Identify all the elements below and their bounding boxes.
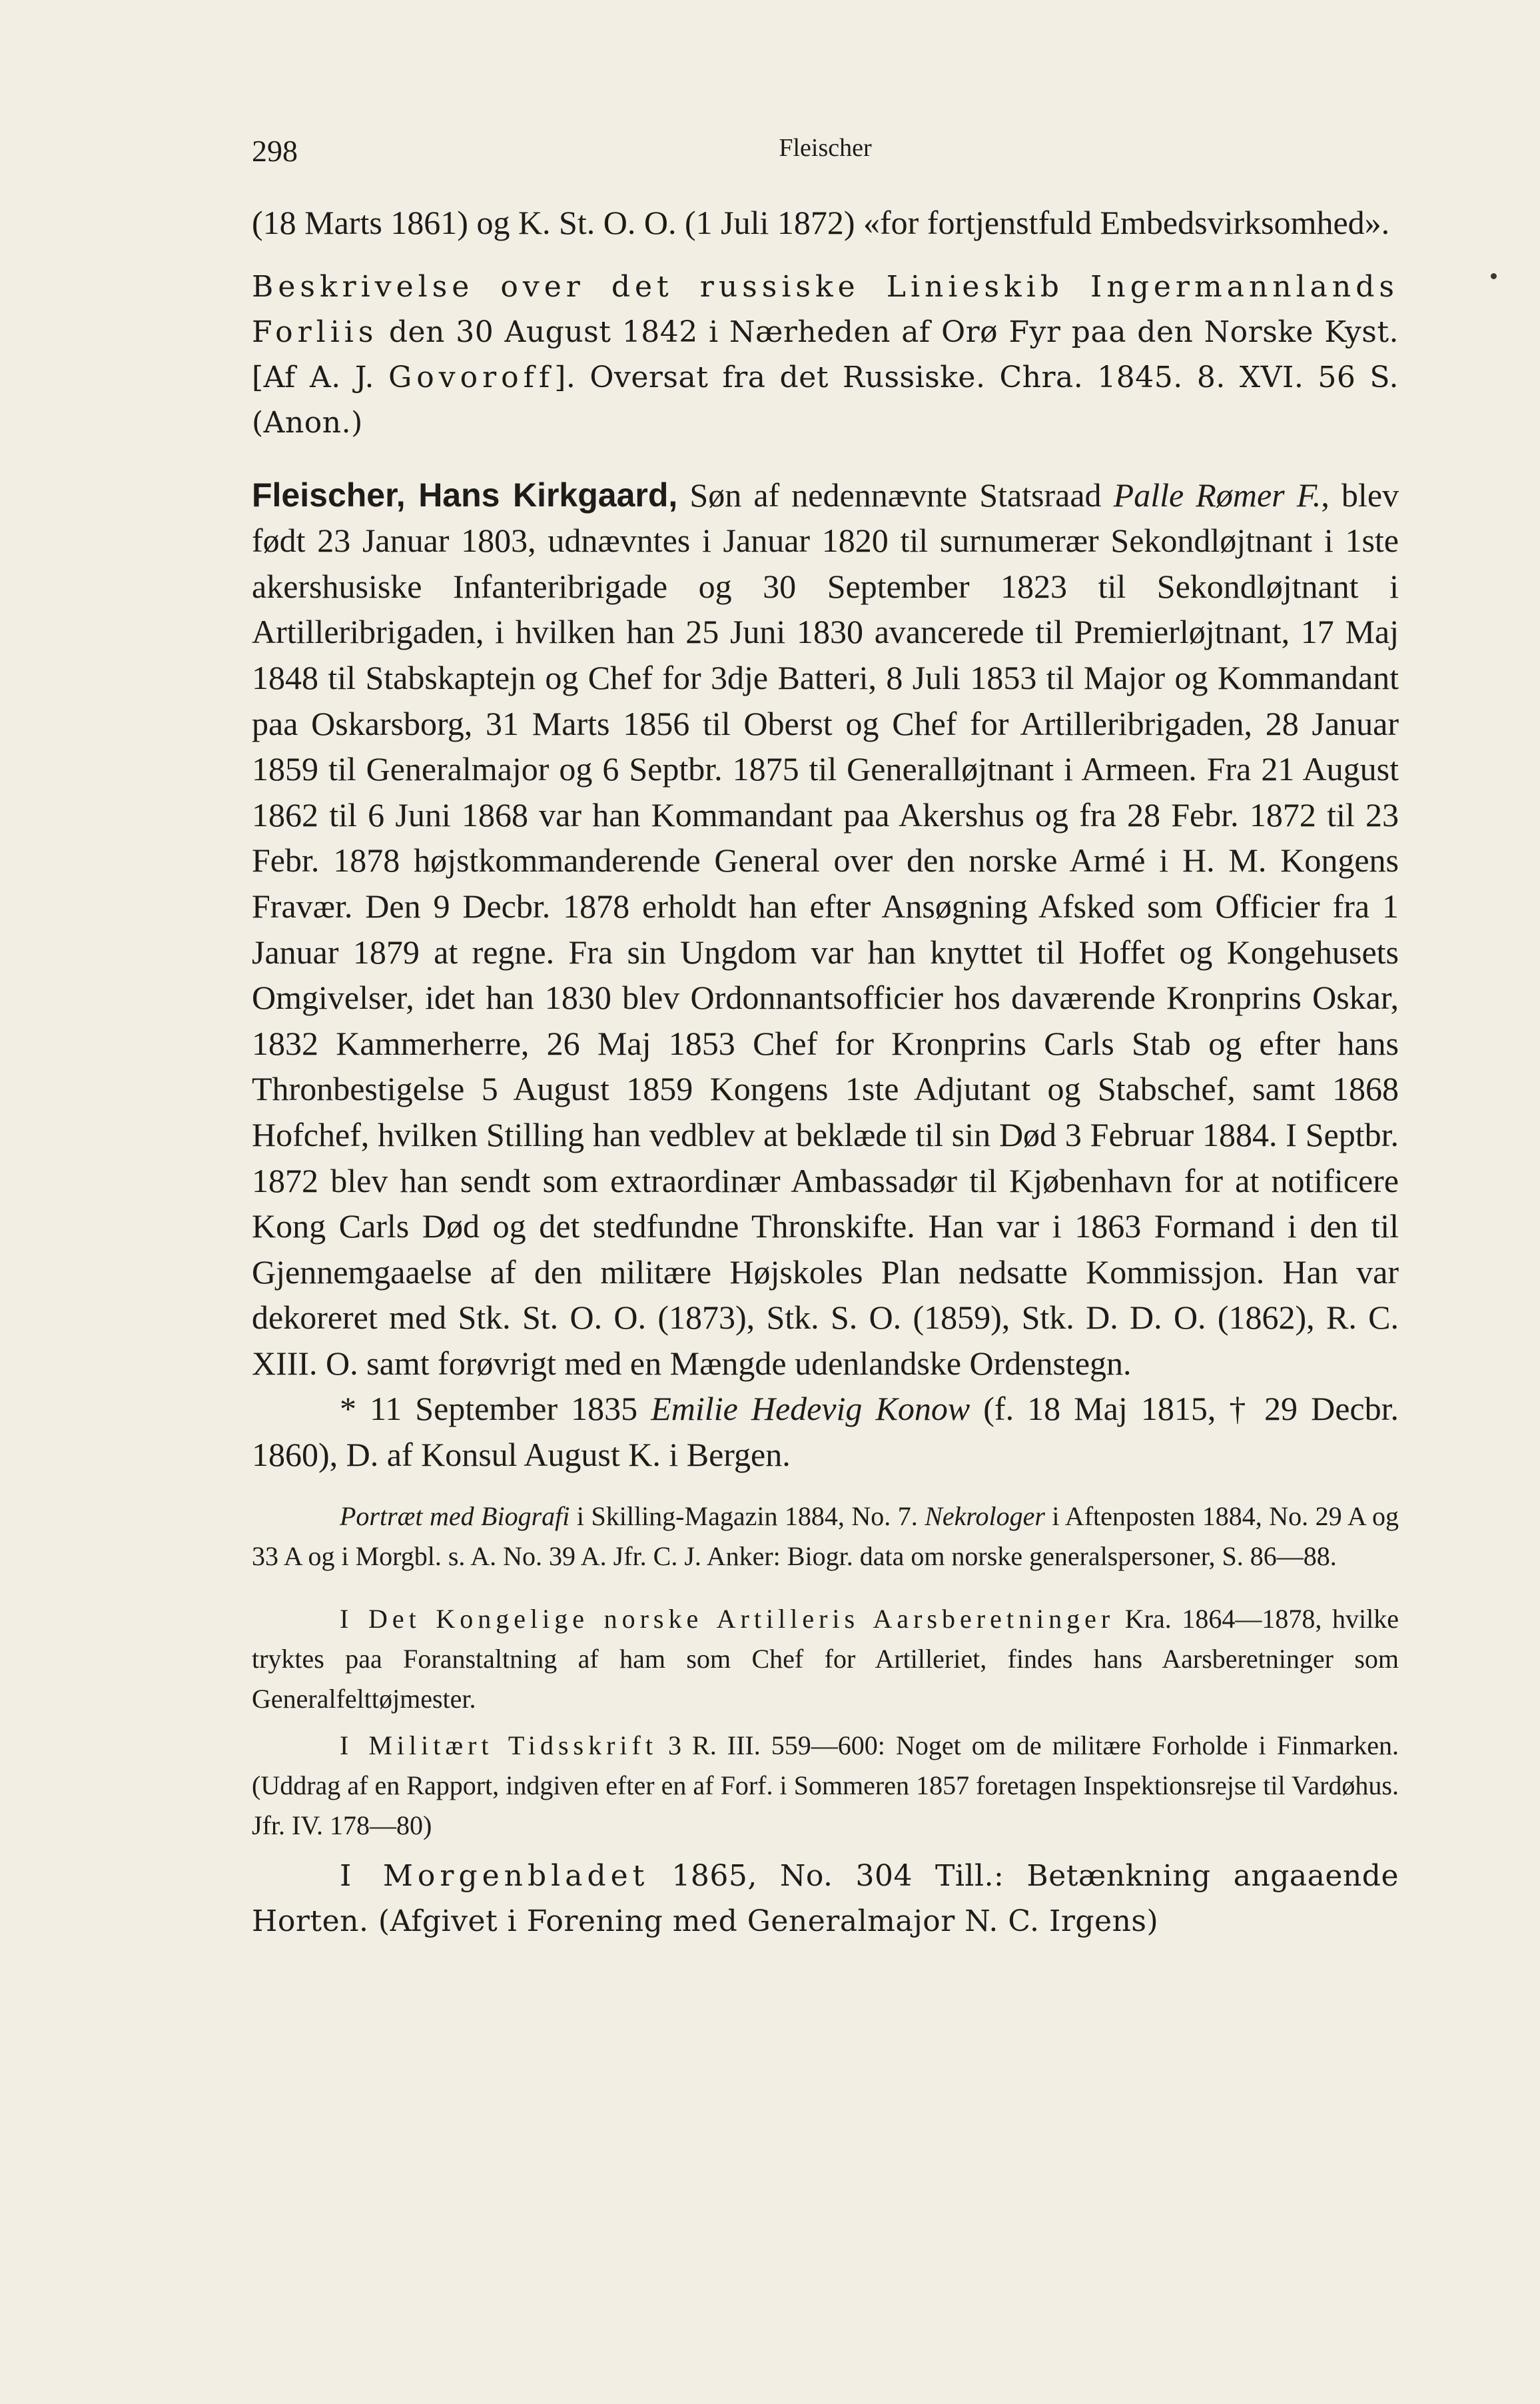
entry-lead: Søn af nedennævnte Statsraad — [689, 476, 1102, 514]
page-number: 298 — [252, 134, 298, 168]
fraktur-reference — [252, 265, 1399, 446]
sources-portrait-text: i Skilling-Magazin 1884, No. 7. — [576, 1501, 918, 1531]
fraktur-author: Govoroff — [388, 360, 555, 394]
running-title: Fleischer — [779, 134, 872, 162]
sources-necro-text: i Aftenposten 1884, No. 29 A og 33 A og i Morgbl. s. A. No. 39 A. Jfr. C. J. Anker: Biogr. data om norske generalspersoner, S. 86—88. — [252, 1501, 1399, 1571]
work-2 — [252, 1726, 1399, 1846]
sources-necro: Nekrologer — [925, 1501, 1045, 1531]
fraktur-title: Beskrivelse over det russiske Linieskib Ingermannlands Forliis — [252, 269, 1399, 349]
entry-text: , blev født 23 Januar 1803, udnævntes i Januar 1820 til surnumerær Sekondløjtnant i 1ste akershusiske Infanteribrigade og 30 September 1823 til Sekondløjtnant i Artilleribrigaden, i hvilken han 25 Juni 1830 avancerede til Premierløjtnant, 17 Maj 1848 til Stabskaptejn og Chef for 3dje Batteri, 8 Juli 1853 til Major og Kommandant paa Oskarsborg, 31 Marts 1856 til Oberst og Chef for Artilleribrigaden, 28 Januar 1859 til Generalmajor og 6 Septbr. 1875 til Generalløjtnant i Armeen. Fra 21 August 1862 til 6 Juni 1868 var han Kommandant paa Akershus og fra 28 Febr. 1872 til 23 Febr. 1878 højstkommanderende General over den norske Armé i H. M. Kongens Fravær. Den 9 Decbr. 1878 erholdt han efter Ansøgning Afsked som Officier fra 1 Januar 1879 at regne. Fra sin Ungdom var han knyttet til Hoffet og Kongehusets Omgivelser, idet han 1830 blev Ordonnantsofficier hos daværende Kronprins Oskar, 1832 Kammerherre, 26 Maj 1853 Chef for Kronprins Carls Stab og efter hans Thronbestigelse 5 August 1859 Kongens 1ste Adjutant og Stabschef, samt 1868 Hofchef, hvilken Stilling han vedblev at beklæde til sin Død 3 Februar 1884. I Septbr. 1872 blev han sendt som extraordinær Ambassadør til Kjøbenhavn for at notificere Kong Carls Død og det stedfundne Thronskifte. Han var i 1863 Formand i den til Gjennemgaaelse af den militære Højskoles Plan nedsatte Kommissjon. Han var dekoreret med Stk. St. O. O. (1873), Stk. S. O. (1859), Stk. D. D. O. (1862), R. C. XIII. O. samt forøvrigt med en Mængde udenlandske Ordenstegn. — [252, 476, 1399, 1382]
sources-portrait: Portræt med Biografi — [340, 1501, 570, 1531]
marriage-spouse: Emilie Hedevig Konow — [651, 1390, 970, 1428]
marriage-suffix: (f. 18 Maj 1815, † 29 Decbr. 1860), D. af Konsul August K. i Bergen. — [252, 1390, 1399, 1474]
ink-speck — [1491, 273, 1497, 279]
work-1-title: I Det Kongelige norske Artilleris Aarsberetninger — [340, 1603, 1115, 1634]
page-header — [252, 128, 1399, 175]
final-reference — [252, 1854, 1399, 1944]
page-body — [252, 200, 1399, 1944]
fraktur-tail: ]. Oversat fra det Russiske. Chra. 1845. 8. XVI. 56 S. (Anon.) — [252, 360, 1399, 440]
entry-name: Fleischer, Hans Kirkgaard, — [252, 476, 678, 514]
work-2-text: 3 R. III. 559—600: Noget om de militære Forholde i Finmarken. (Uddrag af en Rapport, indgiven efter en af Forf. i Sommeren 1857 foretagen Inspektionsrejse til Vardøhus. Jfr. IV. 178—80) — [252, 1730, 1399, 1840]
biography-entry — [252, 472, 1399, 1387]
final-title: I Morgenbladet — [340, 1858, 649, 1893]
marriage-prefix: * 11 September 1835 — [340, 1390, 638, 1428]
final-text: 1865, No. 304 Till.: Betænkning angaaende Horten. (Afgivet i Forening med Generalmajor N. C. Irgens) — [252, 1858, 1399, 1938]
intro-paragraph: (18 Marts 1861) og K. St. O. O. (1 Juli 1872) «for fortjenstfuld Embedsvirksomhed». — [252, 204, 1390, 241]
sources-paragraph — [252, 1497, 1399, 1576]
marriage-paragraph — [252, 1386, 1399, 1477]
entry-parent: Palle Rømer F. — [1113, 476, 1322, 514]
work-2-title: I Militært Tidsskrift — [340, 1730, 657, 1760]
work-1 — [252, 1599, 1399, 1719]
work-1-text: Kra. 1864—1878, hvilke tryktes paa Foranstaltning af ham som Chef for Artilleriet, findes hans Aarsberetninger som Generalfelttøjmester. — [252, 1603, 1399, 1714]
fraktur-rest: den 30 August 1842 i Nærheden af Orø Fyr paa den Norske Kyst. [Af A. J. — [252, 314, 1399, 394]
